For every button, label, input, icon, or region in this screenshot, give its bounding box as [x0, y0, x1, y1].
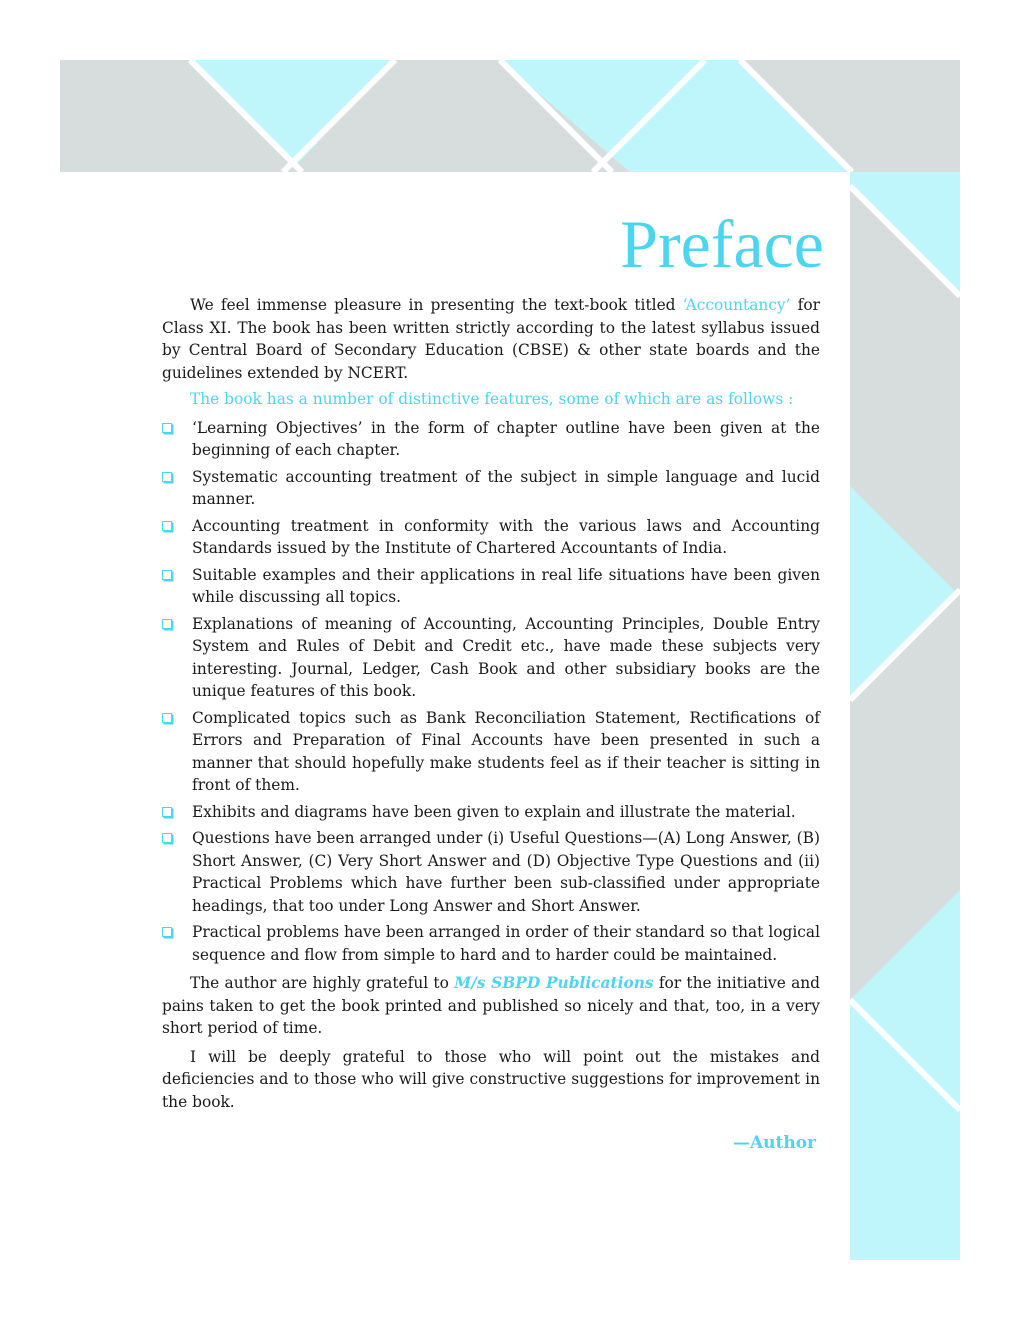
checkbox-bullet-icon: [162, 423, 172, 433]
list-item: Practical problems have been arranged in order of their standard so that logical sequence and flow from simple to hard and to harder could be maintained.: [162, 921, 820, 966]
publisher-name: M/s SBPD Publications: [454, 974, 654, 992]
checkbox-bullet-icon: [162, 570, 172, 580]
checkbox-bullet-icon: [162, 619, 172, 629]
intro-paragraph: We feel immense pleasure in presenting the text-book titled ‘Accountancy’ for Class XI. The book has been written strictly according to the latest syllabus issued by Central Board of Secondary Education (CBSE) & other state boards and the guidelines extended by NCERT.: [162, 296, 820, 382]
features-intro: The book has a number of distinctive features, some of which are as follows :: [190, 390, 794, 408]
checkbox-bullet-icon: [162, 807, 172, 817]
checkbox-bullet-icon: [162, 713, 172, 723]
checkbox-bullet-icon: [162, 927, 172, 937]
closing-paragraph: I will be deeply grateful to those who will point out the mistakes and deficiencies and to those who will give constructive suggestions for improvement in the book.: [162, 1047, 820, 1111]
list-item: Exhibits and diagrams have been given to explain and illustrate the material.: [162, 801, 820, 824]
thanks-paragraph: The author are highly grateful to M/s SBPD Publications for the initiative and pains taken to get the book printed and published so nicely and that, too, in a very short period of time.: [162, 974, 821, 1037]
page-title: Preface: [620, 206, 824, 282]
book-title: ‘Accountancy’: [682, 296, 791, 314]
list-item: Explanations of meaning of Accounting, Accounting Principles, Double Entry System and Rules of Debit and Credit etc., have made these subjects very interesting. Journal, Ledger, Cash Book and other subsidiary books are the unique features of this book.: [162, 613, 820, 703]
preface-content: [162, 200, 824, 1153]
features-list: [162, 417, 820, 967]
list-item: Questions have been arranged under (i) Useful Questions—(A) Long Answer, (B) Short Answer, (C) Very Short Answer and (D) Objective Type Questions and (ii) Practical Problems which have further been sub-classified under appropriate headings, that too under Long Answer and Short Answer.: [162, 827, 820, 917]
list-item: Systematic accounting treatment of the subject in simple language and lucid manner.: [162, 466, 820, 511]
list-item: Complicated topics such as Bank Reconciliation Statement, Rectifications of Errors and Preparation of Final Accounts have been presented in such a manner that should hopefully make students feel as if their teacher is sitting in front of them.: [162, 707, 820, 797]
list-item: Suitable examples and their applications in real life situations have been given while discussing all topics.: [162, 564, 820, 609]
author-signature: —Author: [732, 1133, 816, 1153]
checkbox-bullet-icon: [162, 521, 172, 531]
checkbox-bullet-icon: [162, 472, 172, 482]
list-item: Accounting treatment in conformity with the various laws and Accounting Standards issued by the Institute of Chartered Accountants of India.: [162, 515, 820, 560]
checkbox-bullet-icon: [162, 833, 172, 843]
list-item: ‘Learning Objectives’ in the form of chapter outline have been given at the beginning of each chapter.: [162, 417, 820, 462]
